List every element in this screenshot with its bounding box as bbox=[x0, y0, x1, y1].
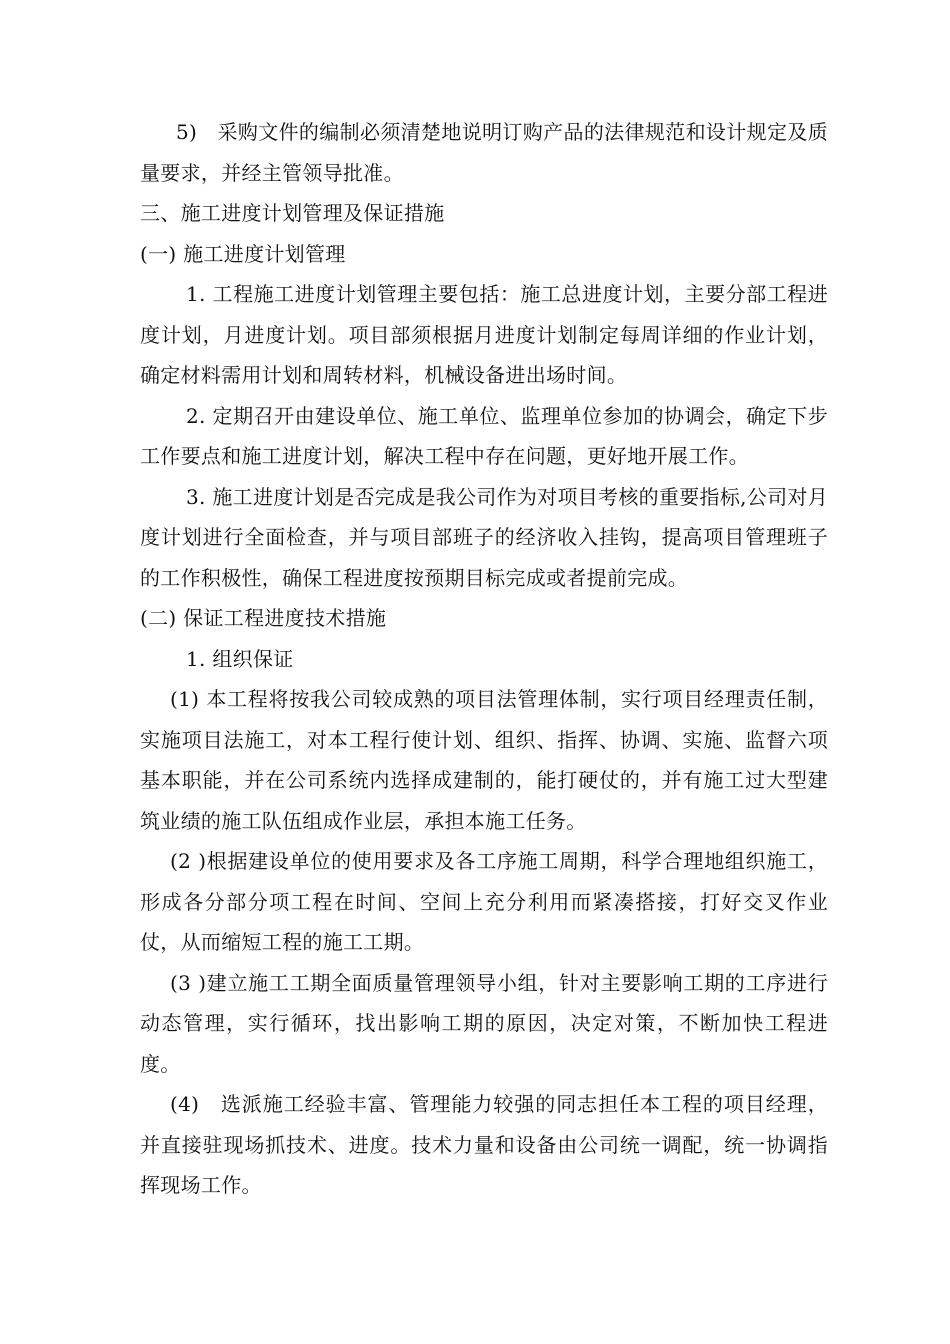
document-body bbox=[140, 112, 828, 1206]
paragraph-measure-4: (4) 选派施工经验丰富、管理能力较强的同志担任本工程的项目经理，并直接驻现场抓技术、进度。技术力量和设备由公司统一调配，统一协调指挥现场工作。 bbox=[140, 1092, 828, 1197]
subsection-heading-technical-measures: (二) 保证工程进度技术措施 bbox=[140, 606, 387, 630]
paragraph-item-3: 3. 施工进度计划是否完成是我公司作为对项目考核的重要指标,公司对月度计划进行全面检查，并与项目部班子的经济收入挂钩，提高项目管理班子的工作积极性，确保工程进度按预期目标完成或者提前完成。 bbox=[140, 484, 828, 590]
paragraph-organization-guarantee: 1. 组织保证 bbox=[186, 646, 294, 671]
paragraph-measure-1: (1) 本工程将按我公司较成熟的项目法管理体制，实行项目经理责任制，实施项目法施工，对本工程行使计划、组织、指挥、协调、实施、监督六项基本职能，并在公司系统内选择成建制的，能打硬仗的，并有施工过大型建筑业绩的施工队伍组成作业层，承担本施工任务。 bbox=[140, 687, 828, 833]
paragraph-procurement-docs: 5) 采购文件的编制必须清楚地说明订购产品的法律规范和设计规定及质量要求，并经主管领导批准。 bbox=[140, 120, 828, 185]
subsection-heading-schedule-management: (一) 施工进度计划管理 bbox=[140, 241, 346, 266]
paragraph-measure-3: (3 )建立施工工期全面质量管理领导小组，针对主要影响工期的工序进行动态管理，实行循环，找出影响工期的原因，决定对策，不断加快工程进度。 bbox=[140, 970, 828, 1076]
paragraph-item-1: 1. 工程施工进度计划管理主要包括：施工总进度计划，主要分部工程进度计划，月进度计划。项目部须根据月进度计划制定每周详细的作业计划，确定材料需用计划和周转材料，机械设备进出场时间。 bbox=[140, 282, 828, 387]
paragraph-measure-2: (2 )根据建设单位的使用要求及各工序施工周期，科学合理地组织施工，形成各分部分项工程在时间、空间上充分利用而紧凑搭接，打好交叉作业仗，从而缩短工程的施工工期。 bbox=[140, 849, 828, 954]
paragraph-item-2: 2. 定期召开由建设单位、施工单位、监理单位参加的协调会，确定下步工作要点和施工进度计划，解决工程中存在问题，更好地开展工作。 bbox=[140, 403, 828, 468]
section-heading-schedule: 三、施工进度计划管理及保证措施 bbox=[140, 201, 445, 225]
